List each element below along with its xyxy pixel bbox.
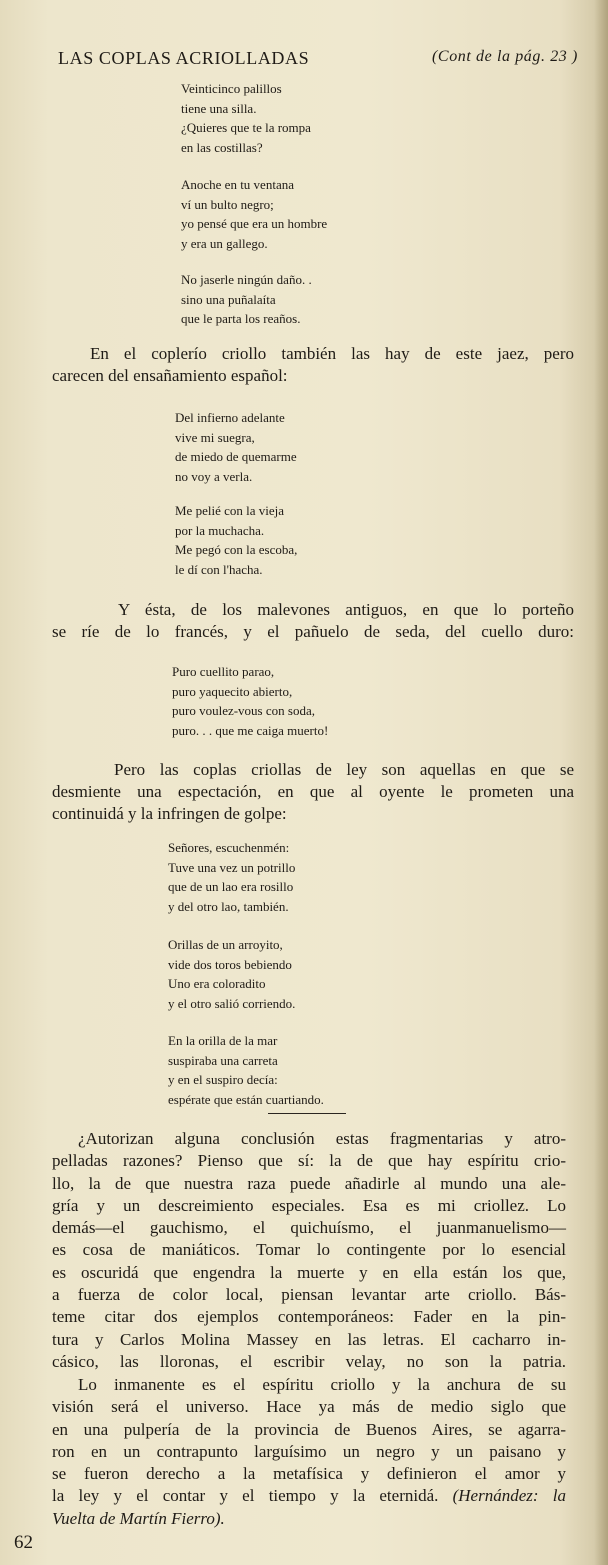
running-header [58, 44, 578, 76]
prose-line: se fueron derecho a la metafísica y definieron el amor y [52, 1464, 566, 1484]
prose-line: ron en un contrapunto larguísimo un negro y un paisano y [52, 1441, 566, 1461]
prose-text: la ley y el contar y el tiempo y la eternidá. [52, 1486, 439, 1506]
prose-line: tura y Carlos Molina Massey en las letras. El cacharro in- [52, 1329, 566, 1349]
verse-line: le dí con l'hacha. [175, 561, 263, 577]
prose-line: es oscuridá que engendra la muerte y en ella están los que, [52, 1262, 566, 1282]
verse-line: Del infierno adelante [175, 410, 285, 425]
prose-line: se ríe de lo francés, y el pañuelo de seda, del cuello duro: [52, 622, 574, 641]
prose-line: teme citar dos ejemplos contemporáneos: Fader en la pin- [52, 1307, 566, 1327]
header-title: LAS COPLAS ACRIOLLADAS [58, 48, 310, 68]
header-continuation: (Cont de la pág. 23 ) [432, 48, 578, 65]
prose-line: gría y un descreimiento especiales. Esa es mi criollez. Lo [52, 1195, 566, 1215]
stanza-potrillo [168, 838, 295, 916]
verse-line: No jaserle ningún daño. . [181, 272, 312, 287]
verse-line: que le parta los reaños. [181, 311, 301, 326]
verse-line: de miedo de quemarme [175, 449, 297, 464]
prose-line: carecen del ensañamiento español: [52, 366, 288, 385]
stanza-palillos [181, 79, 311, 157]
verse-line: y el otro salió corriendo. [168, 995, 296, 1011]
section-divider [268, 1113, 346, 1114]
stanza-suegra [175, 408, 297, 486]
citation: (Hernández: la [452, 1486, 566, 1506]
verse-line: vive mi suegra, [175, 429, 255, 445]
verse-line: ¿Quieres que te la rompa [181, 120, 311, 135]
verse-line: puro yaquecito abierto, [172, 683, 293, 699]
paragraph-copleria [52, 343, 574, 387]
prose-line: ¿Autorizan alguna conclusión estas fragmentarias y atro- [78, 1129, 566, 1148]
paragraph-malevones [52, 599, 574, 643]
citation: Vuelta de Martín Fierro). [52, 1508, 225, 1528]
stanza-puro [172, 662, 328, 740]
prose-line: visión será el universo. Hace ya más de medio siglo que [52, 1397, 566, 1417]
paragraph-coplas-ley [52, 759, 574, 825]
prose-line: En el coplerío criollo también las hay de este jaez, pero [90, 344, 574, 363]
verse-line: que de un lao era rosillo [168, 879, 294, 894]
verse-line: por la muchacha. [175, 522, 265, 538]
paragraph-inmanente [52, 1374, 566, 1530]
verse-line: puro voulez-vous con soda, [172, 703, 315, 718]
verse-line: Tuve una vez un potrillo [168, 859, 296, 875]
verse-line: tiene una silla. [181, 100, 257, 116]
verse-line: vide dos toros bebiendo [168, 956, 292, 972]
verse-line: en las costillas? [181, 139, 263, 155]
verse-line: En la orilla de la mar [168, 1033, 278, 1048]
verse-line: y era un gallego. [181, 235, 268, 251]
prose-line: cásico, las lloronas, el escribir velay, no son la patria. [52, 1351, 566, 1371]
prose-line [52, 1485, 566, 1507]
verse-line: suspiraba una carreta [168, 1052, 278, 1068]
verse-line: ví un bulto negro; [181, 196, 274, 212]
prose-line: es cosa de maniáticos. Tomar lo contingente por lo esencial [52, 1240, 566, 1260]
page-edge-shadow [594, 0, 608, 1565]
prose-line: en una pulpería de la provincia de Buenos Aires, se agarra- [52, 1419, 566, 1439]
verse-line: sino una puñalaíta [181, 291, 276, 307]
verse-line: puro. . . que me caiga muerto! [172, 722, 329, 738]
stanza-arroyito [168, 935, 295, 1013]
verse-line: Señores, escuchenmén: [168, 840, 290, 855]
prose-line: continuidá y la infringen de golpe: [52, 804, 287, 823]
verse-line: y del otro lao, también. [168, 898, 289, 914]
prose-line: Pero las coplas criollas de ley son aquellas en que se [114, 760, 574, 779]
verse-line: yo pensé que era un hombre [181, 216, 328, 231]
prose-line: pelladas razones? Pienso que sí: la de que hay espíritu crio- [52, 1151, 566, 1171]
prose-line: Y ésta, de los malevones antiguos, en que lo porteño [118, 600, 574, 619]
prose-line: demás—el gauchismo, el quichuísmo, el juanmanuelismo— [52, 1218, 566, 1238]
prose-line: llo, la de que nuestra raza puede añadirle al mundo una ale- [52, 1173, 566, 1193]
stanza-vieja [175, 501, 297, 579]
page-number: 62 [14, 1532, 33, 1553]
stanza-dano [181, 270, 312, 329]
verse-line: y en el suspiro decía: [168, 1072, 278, 1087]
stanza-carreta [168, 1031, 324, 1109]
prose-line: a fuerza de color local, piensan levantar arte criollo. Bás- [52, 1285, 566, 1305]
prose-line: Lo inmanente es el espíritu criollo y la anchura de su [78, 1375, 566, 1394]
verse-line: no voy a verla. [175, 468, 253, 484]
verse-line: espérate que están cuartiando. [168, 1091, 324, 1107]
stanza-ventana [181, 175, 327, 253]
paragraph-conclusion [52, 1128, 566, 1373]
verse-line: Me pelié con la vieja [175, 503, 285, 518]
verse-line: Uno era coloradito [168, 976, 266, 991]
verse-line: Me pegó con la escoba, [175, 542, 298, 557]
prose-line: desmiente una espectación, en que al oyente le prometen una [52, 782, 574, 801]
verse-line: Orillas de un arroyito, [168, 937, 283, 952]
verse-line: Anoche en tu ventana [181, 177, 294, 192]
verse-line: Puro cuellito parao, [172, 664, 275, 679]
verse-line: Veinticinco palillos [181, 81, 282, 96]
